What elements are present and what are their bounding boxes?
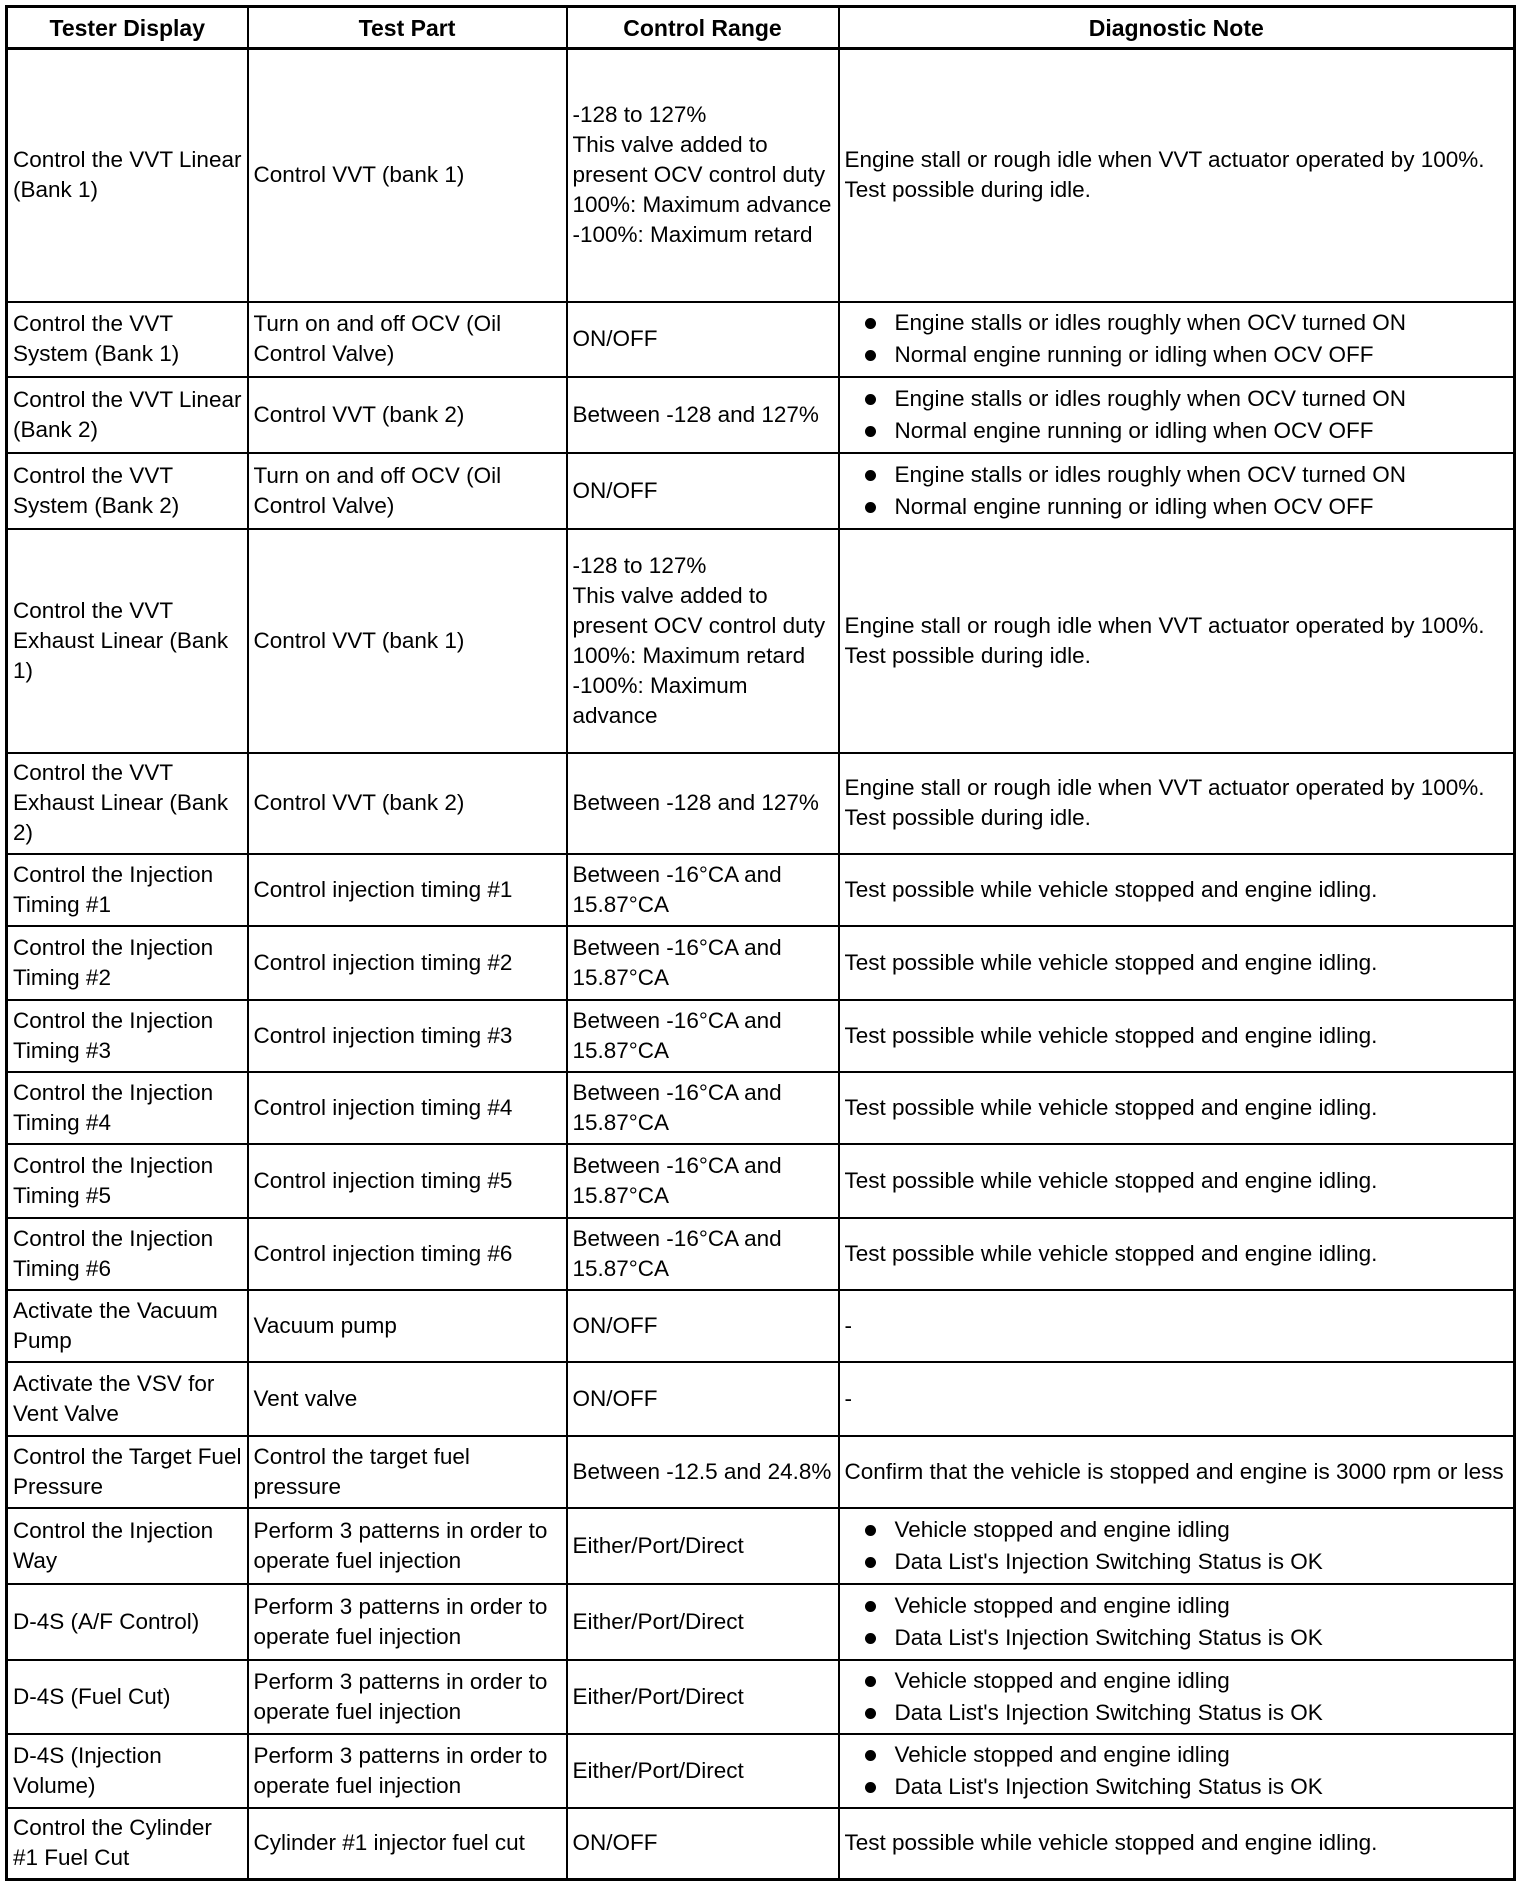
control-range-cell xyxy=(567,1808,839,1880)
tester-display-cell: Control the Injection Timing #1 xyxy=(7,854,248,926)
control-range-line: This valve added to present OCV control duty xyxy=(572,132,826,188)
bullet-item: Vehicle stopped and engine idling xyxy=(845,1590,1509,1622)
test-part-cell: Cylinder #1 injector fuel cut xyxy=(248,1808,567,1880)
diagnostic-note-cell xyxy=(839,1660,1515,1734)
control-range-cell xyxy=(567,1000,839,1072)
tester-display-cell: Control the VVT System (Bank 1) xyxy=(7,302,248,377)
test-part-cell: Perform 3 patterns in order to operate fuel injection xyxy=(248,1508,567,1584)
test-part-cell: Vent valve xyxy=(248,1362,567,1436)
bullet-item: Data List's Injection Switching Status is OK xyxy=(845,1771,1509,1803)
control-range-line: Between -16°CA and 15.87°CA xyxy=(572,1079,782,1135)
diagnostic-note-line: - xyxy=(844,1312,852,1338)
bullet-item: Normal engine running or idling when OCV OFF xyxy=(845,415,1509,447)
test-part-cell: Perform 3 patterns in order to operate fuel injection xyxy=(248,1660,567,1734)
diagnostic-note-line: Engine stall or rough idle when VVT actuator operated by 100%. xyxy=(844,775,1485,800)
bullet-item: Data List's Injection Switching Status is OK xyxy=(845,1697,1509,1729)
diagnostic-note-line: Test possible during idle. xyxy=(844,805,1091,830)
table-row xyxy=(7,1290,1515,1362)
table-row xyxy=(7,49,1515,302)
diagnostic-note-cell xyxy=(839,1144,1515,1218)
diagnostic-note-cell xyxy=(839,1290,1515,1362)
tester-display-cell: Control the VVT Exhaust Linear (Bank 1) xyxy=(7,529,248,753)
diagnostic-note-cell xyxy=(839,377,1515,453)
diagnostic-note-cell xyxy=(839,1734,1515,1808)
control-range-line: Either/Port/Direct xyxy=(572,1683,744,1709)
control-range-cell xyxy=(567,1660,839,1734)
diagnostic-note-cell xyxy=(839,1584,1515,1660)
bullet-item: Engine stalls or idles roughly when OCV turned ON xyxy=(845,459,1509,491)
test-part-cell: Control injection timing #5 xyxy=(248,1144,567,1218)
control-range-cell xyxy=(567,854,839,926)
test-part-cell: Vacuum pump xyxy=(248,1290,567,1362)
control-range-line: ON/OFF xyxy=(572,1385,658,1411)
diagnostic-note-cell xyxy=(839,1000,1515,1072)
test-part-cell: Perform 3 patterns in order to operate fuel injection xyxy=(248,1584,567,1660)
control-range-line: 100%: Maximum retard xyxy=(572,642,806,668)
diagnostic-note-cell xyxy=(839,1436,1515,1508)
control-range-cell xyxy=(567,1734,839,1808)
control-range-line: ON/OFF xyxy=(572,326,658,351)
diagnostic-note-line: Test possible while vehicle stopped and engine idling. xyxy=(844,1830,1378,1856)
tester-display-cell: Activate the VSV for Vent Valve xyxy=(7,1362,248,1436)
table-row xyxy=(7,302,1515,377)
tester-display-cell: Control the Injection Timing #3 xyxy=(7,1000,248,1072)
tester-display-cell: Control the VVT Exhaust Linear (Bank 2) xyxy=(7,753,248,854)
control-range-cell xyxy=(567,49,839,302)
diagnostic-note-list xyxy=(845,1514,1509,1578)
bullet-item: Vehicle stopped and engine idling xyxy=(845,1739,1509,1771)
control-range-cell xyxy=(567,926,839,1000)
bullet-item: Data List's Injection Switching Status is OK xyxy=(845,1546,1509,1578)
tester-display-cell: Control the Injection Timing #5 xyxy=(7,1144,248,1218)
diagnostic-note-cell xyxy=(839,1808,1515,1880)
control-range-line: -100%: Maximum retard xyxy=(572,222,813,248)
table-row xyxy=(7,753,1515,854)
test-part-cell: Control VVT (bank 2) xyxy=(248,377,567,453)
diagnostic-note-line: Engine stall or rough idle when VVT actuator operated by 100%. xyxy=(844,612,1485,638)
control-range-line: -128 to 127% xyxy=(572,102,707,128)
bullet-item: Normal engine running or idling when OCV OFF xyxy=(845,491,1509,523)
test-part-cell: Control injection timing #3 xyxy=(248,1000,567,1072)
table-body xyxy=(7,49,1515,1880)
tester-display-cell: Control the Cylinder #1 Fuel Cut xyxy=(7,1808,248,1880)
diagnostic-note-cell xyxy=(839,1218,1515,1290)
diagnostic-note-line: Test possible while vehicle stopped and engine idling. xyxy=(844,1094,1378,1120)
control-range-line: This valve added to present OCV control duty xyxy=(572,582,826,638)
control-range-cell xyxy=(567,529,839,753)
diagnostic-note-cell xyxy=(839,1362,1515,1436)
table-row xyxy=(7,1808,1515,1880)
diagnostic-note-list xyxy=(845,1665,1509,1729)
diagnostic-note-line: Test possible while vehicle stopped and engine idling. xyxy=(844,1022,1378,1048)
test-part-cell: Control VVT (bank 1) xyxy=(248,529,567,753)
table-row xyxy=(7,1508,1515,1584)
diagnostic-note-list xyxy=(845,1739,1509,1803)
diagnostic-note-cell xyxy=(839,1072,1515,1144)
control-range-line: Between -128 and 127% xyxy=(572,790,819,815)
active-test-table xyxy=(5,5,1516,1881)
diagnostic-note-line: Test possible during idle. xyxy=(844,177,1091,203)
bullet-item: Normal engine running or idling when OCV OFF xyxy=(845,339,1509,371)
test-part-cell: Control injection timing #6 xyxy=(248,1218,567,1290)
diagnostic-note-line: Confirm that the vehicle is stopped and engine is 3000 rpm or less xyxy=(844,1458,1504,1484)
control-range-cell xyxy=(567,1508,839,1584)
table-row xyxy=(7,1734,1515,1808)
table-row xyxy=(7,377,1515,453)
diagnostic-note-cell xyxy=(839,302,1515,377)
diagnostic-note-line: Test possible while vehicle stopped and engine idling. xyxy=(844,876,1378,902)
table-row xyxy=(7,926,1515,1000)
header-tester-display: Tester Display xyxy=(7,7,248,49)
table-row xyxy=(7,1362,1515,1436)
test-part-cell: Control VVT (bank 2) xyxy=(248,753,567,854)
control-range-cell xyxy=(567,1362,839,1436)
control-range-line: 100%: Maximum advance xyxy=(572,192,832,218)
test-part-cell: Perform 3 patterns in order to operate fuel injection xyxy=(248,1734,567,1808)
diagnostic-note-cell xyxy=(839,1508,1515,1584)
header-control-range: Control Range xyxy=(567,7,839,49)
control-range-line: ON/OFF xyxy=(572,1312,658,1338)
table-row xyxy=(7,453,1515,529)
table-row xyxy=(7,1436,1515,1508)
diagnostic-note-cell xyxy=(839,753,1515,854)
test-part-cell: Turn on and off OCV (Oil Control Valve) xyxy=(248,453,567,529)
diagnostic-note-line: Test possible while vehicle stopped and engine idling. xyxy=(844,949,1378,975)
header-test-part: Test Part xyxy=(248,7,567,49)
test-part-cell: Control VVT (bank 1) xyxy=(248,49,567,302)
diagnostic-note-list xyxy=(845,383,1509,447)
diagnostic-note-cell xyxy=(839,529,1515,753)
control-range-line: Either/Port/Direct xyxy=(572,1757,744,1783)
tester-display-cell: Control the VVT Linear (Bank 2) xyxy=(7,377,248,453)
control-range-cell xyxy=(567,1144,839,1218)
tester-display-cell: Control the Injection Timing #4 xyxy=(7,1072,248,1144)
diagnostic-note-line: Test possible while vehicle stopped and engine idling. xyxy=(844,1240,1378,1266)
control-range-line: Between -16°CA and 15.87°CA xyxy=(572,1007,782,1063)
table-row xyxy=(7,1072,1515,1144)
table-row xyxy=(7,854,1515,926)
bullet-item: Engine stalls or idles roughly when OCV turned ON xyxy=(845,383,1509,415)
test-part-cell: Control injection timing #2 xyxy=(248,926,567,1000)
control-range-cell xyxy=(567,1290,839,1362)
table-header-row xyxy=(7,7,1515,49)
control-range-line: Either/Port/Direct xyxy=(572,1608,744,1634)
header-diagnostic-note: Diagnostic Note xyxy=(839,7,1515,49)
diagnostic-note-cell xyxy=(839,453,1515,529)
table-row xyxy=(7,529,1515,753)
control-range-cell xyxy=(567,1072,839,1144)
bullet-item: Vehicle stopped and engine idling xyxy=(845,1514,1509,1546)
test-part-cell: Turn on and off OCV (Oil Control Valve) xyxy=(248,302,567,377)
control-range-line: Either/Port/Direct xyxy=(572,1532,744,1558)
tester-display-cell: Control the VVT System (Bank 2) xyxy=(7,453,248,529)
control-range-line: Between -16°CA and 15.87°CA xyxy=(572,934,782,990)
control-range-cell xyxy=(567,302,839,377)
test-part-cell: Control injection timing #1 xyxy=(248,854,567,926)
bullet-item: Vehicle stopped and engine idling xyxy=(845,1665,1509,1697)
tester-display-cell: Control the VVT Linear (Bank 1) xyxy=(7,49,248,302)
control-range-cell xyxy=(567,1584,839,1660)
control-range-cell xyxy=(567,1218,839,1290)
table-row xyxy=(7,1000,1515,1072)
test-part-cell: Control the target fuel pressure xyxy=(248,1436,567,1508)
control-range-line: Between -16°CA and 15.87°CA xyxy=(572,1152,782,1208)
diagnostic-note-list xyxy=(845,459,1509,523)
table-row xyxy=(7,1660,1515,1734)
tester-display-cell: D-4S (A/F Control) xyxy=(7,1584,248,1660)
control-range-line: Between -16°CA and 15.87°CA xyxy=(572,1225,782,1281)
tester-display-cell: D-4S (Injection Volume) xyxy=(7,1734,248,1808)
bullet-item: Data List's Injection Switching Status is OK xyxy=(845,1622,1509,1654)
table-row xyxy=(7,1584,1515,1660)
control-range-line: Between -12.5 and 24.8% xyxy=(572,1458,832,1484)
control-range-line: Between -128 and 127% xyxy=(572,401,819,427)
tester-display-cell: D-4S (Fuel Cut) xyxy=(7,1660,248,1734)
table-row xyxy=(7,1218,1515,1290)
tester-display-cell: Control the Injection Timing #2 xyxy=(7,926,248,1000)
tester-display-cell: Control the Injection Way xyxy=(7,1508,248,1584)
diagnostic-note-cell xyxy=(839,854,1515,926)
test-part-cell: Control injection timing #4 xyxy=(248,1072,567,1144)
bullet-item: Engine stalls or idles roughly when OCV turned ON xyxy=(845,307,1509,339)
diagnostic-note-list xyxy=(845,1590,1509,1654)
tester-display-cell: Control the Injection Timing #6 xyxy=(7,1218,248,1290)
table-row xyxy=(7,1144,1515,1218)
control-range-cell xyxy=(567,453,839,529)
diagnostic-note-line: Engine stall or rough idle when VVT actuator operated by 100%. xyxy=(844,147,1485,173)
diagnostic-note-line: Test possible while vehicle stopped and engine idling. xyxy=(844,1167,1378,1193)
diagnostic-note-cell xyxy=(839,926,1515,1000)
control-range-line: Between -16°CA and 15.87°CA xyxy=(572,861,782,917)
tester-display-cell: Activate the Vacuum Pump xyxy=(7,1290,248,1362)
control-range-line: ON/OFF xyxy=(572,1830,658,1856)
control-range-line: -100%: Maximum advance xyxy=(572,672,748,728)
tester-display-cell: Control the Target Fuel Pressure xyxy=(7,1436,248,1508)
diagnostic-note-list xyxy=(845,307,1509,371)
diagnostic-note-cell xyxy=(839,49,1515,302)
control-range-cell xyxy=(567,753,839,854)
control-range-line: -128 to 127% xyxy=(572,552,707,578)
control-range-line: ON/OFF xyxy=(572,477,658,503)
control-range-cell xyxy=(567,377,839,453)
control-range-cell xyxy=(567,1436,839,1508)
diagnostic-note-line: - xyxy=(844,1385,852,1411)
diagnostic-note-line: Test possible during idle. xyxy=(844,642,1091,668)
